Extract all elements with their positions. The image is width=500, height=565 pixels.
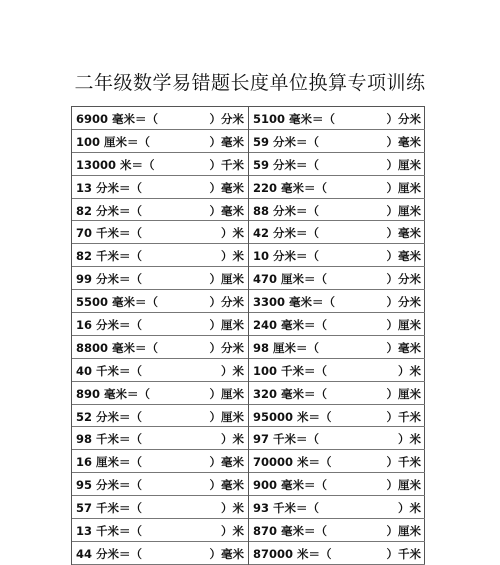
- exercise-question: 70 千米＝（: [76, 226, 143, 241]
- exercise-unit: ）毫米: [386, 340, 421, 355]
- exercise-row: [72, 176, 248, 199]
- exercise-question: 13000 米＝（: [76, 157, 155, 172]
- exercise-row: [72, 496, 248, 519]
- exercise-unit: ）厘米: [209, 272, 244, 287]
- exercise-row: [249, 267, 425, 290]
- exercise-unit: ）米: [221, 524, 244, 539]
- exercise-unit: ）厘米: [209, 386, 244, 401]
- exercise-row: [72, 313, 248, 336]
- exercise-unit: ）米: [221, 501, 244, 516]
- exercise-row: [72, 359, 248, 382]
- exercise-question: 42 分米＝（: [253, 226, 320, 241]
- exercise-row: [72, 427, 248, 450]
- exercise-question: 16 厘米＝（: [76, 455, 143, 470]
- exercise-row: [249, 290, 425, 313]
- exercise-row: [249, 359, 425, 382]
- exercise-question: 6900 毫米＝（: [76, 112, 159, 126]
- exercise-question: 3300 毫米＝（: [253, 295, 336, 310]
- exercise-question: 44 分米＝（: [76, 546, 143, 561]
- exercise-row: [72, 336, 248, 359]
- exercise-unit: ）毫米: [209, 478, 244, 493]
- page-title: 二年级数学易错题长度单位换算专项训练: [74, 72, 426, 94]
- exercise-unit: ）分米: [209, 295, 244, 310]
- exercise-question: 52 分米＝（: [76, 409, 143, 424]
- exercise-unit: ）分米: [386, 272, 421, 287]
- exercise-unit: ）厘米: [386, 157, 421, 172]
- exercise-unit: ）厘米: [209, 409, 244, 424]
- exercise-question: 470 厘米＝（: [253, 272, 328, 287]
- exercise-question: 100 千米＝（: [253, 363, 328, 378]
- exercise-unit: ）米: [398, 363, 421, 378]
- exercise-row: [249, 450, 425, 473]
- exercise-question: 16 分米＝（: [76, 318, 143, 333]
- exercise-row: [72, 382, 248, 405]
- exercise-question: 59 分米＝（: [253, 134, 320, 149]
- exercise-row: [72, 244, 248, 267]
- exercise-question: 240 毫米＝（: [253, 318, 328, 333]
- exercise-question: 8800 毫米＝（: [76, 340, 159, 355]
- exercise-row: [72, 519, 248, 542]
- exercise-row: [72, 450, 248, 473]
- exercise-row: [72, 130, 248, 153]
- exercise-row: [72, 290, 248, 313]
- exercise-question: 59 分米＝（: [253, 157, 320, 172]
- exercise-question: 320 毫米＝（: [253, 386, 328, 401]
- exercise-unit: ）米: [221, 432, 244, 447]
- exercise-question: 98 厘米＝（: [253, 340, 320, 355]
- exercise-row: [249, 473, 425, 496]
- exercise-question: 5500 毫米＝（: [76, 295, 159, 310]
- exercise-question: 40 千米＝（: [76, 363, 143, 378]
- exercise-question: 900 毫米＝（: [253, 478, 328, 493]
- exercise-row: [72, 199, 248, 222]
- exercise-row: [249, 244, 425, 267]
- exercise-question: 13 分米＝（: [76, 180, 143, 195]
- exercise-unit: ）厘米: [386, 318, 421, 333]
- exercise-unit: ）千米: [386, 455, 421, 470]
- exercise-unit: ）分米: [209, 112, 244, 126]
- exercise-question: 870 毫米＝（: [253, 524, 328, 539]
- exercise-unit: ）毫米: [386, 226, 421, 241]
- exercise-question: 95 分米＝（: [76, 478, 143, 493]
- exercise-row: [249, 130, 425, 153]
- exercise-question: 70000 米＝（: [253, 455, 332, 470]
- exercise-row: [249, 336, 425, 359]
- exercise-row: [72, 153, 248, 176]
- exercise-table: [71, 106, 425, 565]
- exercise-unit: ）千米: [386, 546, 421, 561]
- right-column: [249, 107, 425, 565]
- exercise-unit: ）米: [221, 363, 244, 378]
- exercise-unit: ）毫米: [386, 134, 421, 149]
- exercise-unit: ）厘米: [386, 478, 421, 493]
- exercise-question: 10 分米＝（: [253, 249, 320, 264]
- exercise-question: 93 千米＝（: [253, 501, 320, 516]
- exercise-row: [249, 176, 425, 199]
- exercise-unit: ）厘米: [386, 524, 421, 539]
- exercise-question: 82 千米＝（: [76, 249, 143, 264]
- exercise-question: 87000 米＝（: [253, 546, 332, 561]
- exercise-row: [72, 221, 248, 244]
- exercise-question: 98 千米＝（: [76, 432, 143, 447]
- exercise-unit: ）米: [221, 226, 244, 241]
- exercise-row: [72, 473, 248, 496]
- exercise-unit: ）厘米: [209, 318, 244, 333]
- exercise-unit: ）分米: [386, 295, 421, 310]
- exercise-unit: ）米: [398, 432, 421, 447]
- exercise-unit: ）厘米: [386, 180, 421, 195]
- exercise-row: [72, 107, 248, 130]
- exercise-row: [249, 153, 425, 176]
- exercise-unit: ）毫米: [386, 249, 421, 264]
- exercise-question: 890 毫米＝（: [76, 386, 151, 401]
- exercise-unit: ）毫米: [209, 134, 244, 149]
- exercise-question: 5100 毫米＝（: [253, 112, 336, 126]
- exercise-row: [249, 221, 425, 244]
- exercise-unit: ）千米: [209, 157, 244, 172]
- exercise-row: [249, 519, 425, 542]
- exercise-row: [249, 405, 425, 428]
- exercise-unit: ）毫米: [209, 180, 244, 195]
- exercise-row: [249, 496, 425, 519]
- exercise-row: [249, 382, 425, 405]
- exercise-question: 220 毫米＝（: [253, 180, 328, 195]
- exercise-row: [249, 107, 425, 130]
- exercise-row: [249, 199, 425, 222]
- exercise-question: 99 分米＝（: [76, 272, 143, 287]
- exercise-unit: ）分米: [209, 340, 244, 355]
- exercise-unit: ）分米: [386, 112, 421, 126]
- exercise-unit: ）毫米: [209, 546, 244, 561]
- exercise-row: [72, 405, 248, 428]
- exercise-row: [249, 313, 425, 336]
- exercise-unit: ）毫米: [209, 455, 244, 470]
- exercise-question: 82 分米＝（: [76, 203, 143, 218]
- exercise-row: [72, 267, 248, 290]
- exercise-unit: ）千米: [386, 409, 421, 424]
- exercise-unit: ）米: [221, 249, 244, 264]
- exercise-row: [72, 542, 248, 565]
- exercise-unit: ）米: [398, 501, 421, 516]
- exercise-question: 13 千米＝（: [76, 524, 143, 539]
- exercise-question: 97 千米＝（: [253, 432, 320, 447]
- exercise-question: 57 千米＝（: [76, 501, 143, 516]
- exercise-unit: ）厘米: [386, 203, 421, 218]
- exercise-row: [249, 427, 425, 450]
- exercise-unit: ）毫米: [209, 203, 244, 218]
- exercise-question: 88 分米＝（: [253, 203, 320, 218]
- exercise-question: 100 厘米＝（: [76, 134, 151, 149]
- left-column: [72, 107, 249, 565]
- exercise-question: 95000 米＝（: [253, 409, 332, 424]
- exercise-unit: ）厘米: [386, 386, 421, 401]
- exercise-row: [249, 542, 425, 565]
